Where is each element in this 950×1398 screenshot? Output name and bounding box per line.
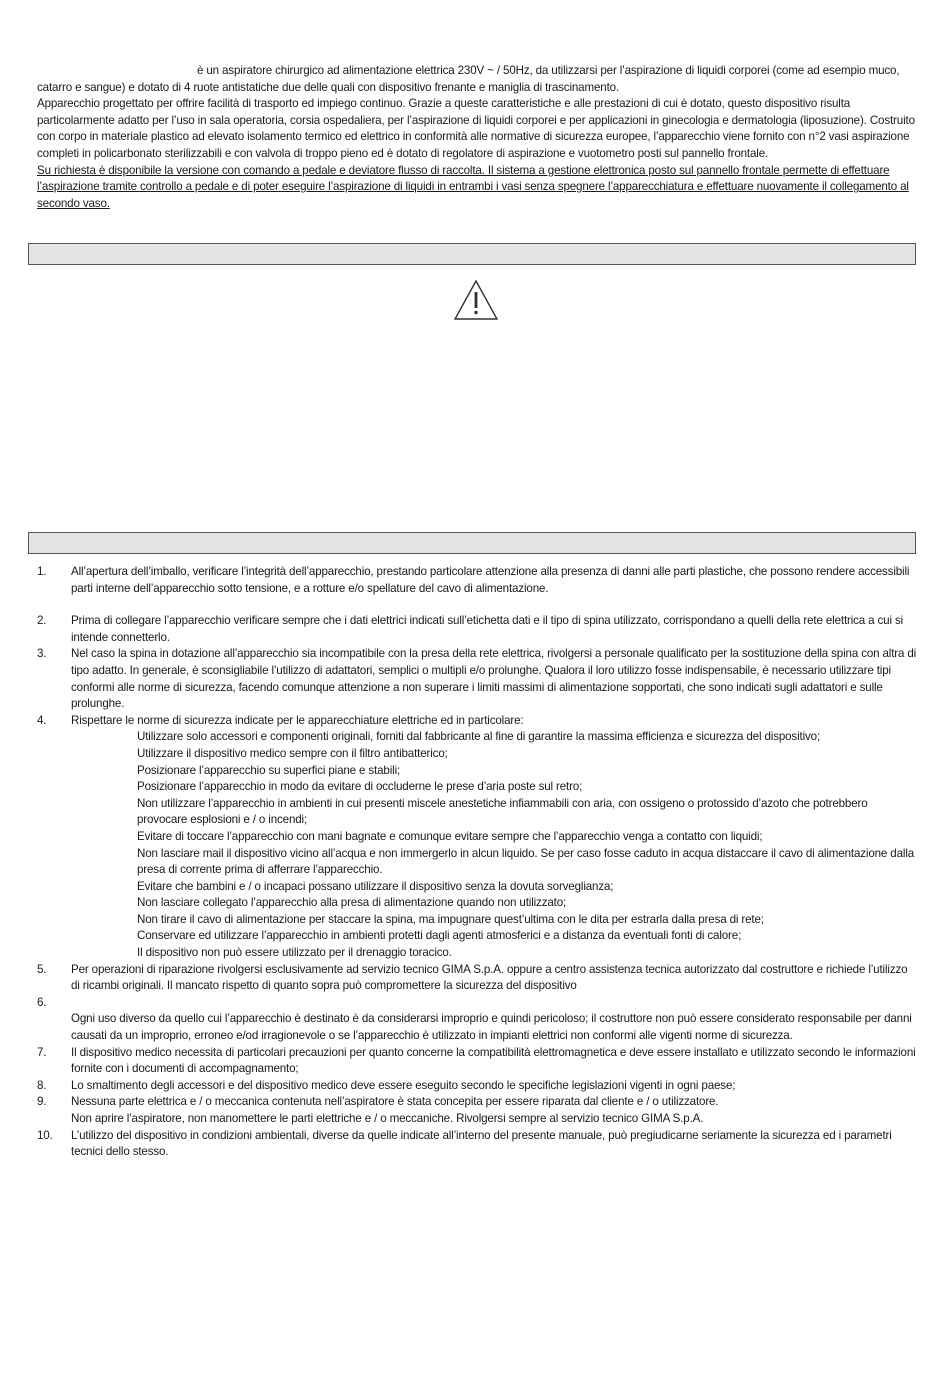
list-item [37, 962, 917, 995]
list-item [37, 1045, 917, 1078]
item-number: 3. [37, 647, 47, 661]
item-text: All’apertura dell’imballo, verificare l’integrità dell’apparecchio, prestando particolare attenzione alla presenza di danni alle parti plastiche, che possono rendere accessibili parti interne dell’apparecchio sotto tensione, e a rotture e/o spellature del cavo di alimentazione. [71, 565, 910, 595]
item-number: 4. [37, 713, 47, 727]
sub-item: Non lasciare collegato l’apparecchio alla presa di alimentazione quando non utilizzato; [137, 896, 567, 910]
item-text: Ogni uso diverso da quello cui l’apparecchio è destinato è da considerarsi improprio e quindi pericoloso; il costruttore non può essere considerato responsabile per danni causati da un improprio, erroneo e/od irragionevole o se l’apparecchio è utilizzato in impianti elettrici non conformi alle vigenti norme di sicurezza. [71, 1012, 912, 1043]
sub-item: Il dispositivo non può essere utilizzato per il drenaggio toracico. [137, 946, 452, 960]
item-text: Rispettare le norme di sicurezza indicate per le apparecchiature elettriche ed in particolare: [71, 713, 524, 727]
item-number: 1. [37, 565, 47, 578]
sub-item: Utilizzare solo accessori e componenti originali, forniti dal fabbricante al fine di garantire la massima efficienza e sicurezza del dispositivo; [137, 730, 821, 744]
item-text: Il dispositivo medico necessita di particolari precauzioni per quanto concerne la compatibilità elettromagnetica e deve essere installato e utilizzato secondo le informazioni fornite con i documenti di accompagnamento; [71, 1045, 916, 1076]
intro-paragraph-2: Apparecchio progettato per offrire facilità di trasporto ed impiego continuo. Grazie a queste caratteristiche e alle prestazioni di cui è dotato, questo dispositivo risulta particolarmente adatto per l’uso in sala operatoria, corsia ospedaliera, per l’aspirazione di liquidi corporei e per applicazioni in ginecologia e dermatologia (liposuzione). Costruito con corpo in materiale plastico ad elevato isolamento termico ed elettrico in conformità alle normative di sicurezza europee, l’apparecchio viene fornito con n°2 vasi aspirazione completi in policarbonato sterilizzabili e con valvola di troppo pieno ed è dotato di regolatore di aspirazione e vuotometro posti sul pannello frontale. [37, 97, 915, 160]
list-item [37, 1078, 917, 1095]
section-header-bar-1 [28, 243, 916, 265]
sub-item: Posizionare l’apparecchio in modo da evitare di occluderne le prese d’aria poste sul retro; [137, 780, 583, 794]
list-item [37, 713, 917, 962]
item-number: 5. [37, 962, 47, 976]
sub-item: Evitare che bambini e / o incapaci possano utilizzare il dispositivo senza la dovuta sorveglianza; [137, 879, 614, 893]
item-text: Nel caso la spina in dotazione all’apparecchio sia incompatibile con la presa della rete elettrica, rivolgersi a personale qualificato per la sostituzione della spina con altra di tipo adatto. In generale, è sconsigliabile l’utilizzo di adattatori, semplici o multipli e/o prolunghe. Qualora il loro utilizzo fosse indispensabile, è necessario utilizzare tipi conformi alle norme di sicurezza, facendo comunque attenzione a non superare i limiti massimi di alimentazione sopportati, che sono indicati sugli adattatori e sulle prolunghe. [71, 647, 917, 711]
item-text: Prima di collegare l’apparecchio verificare sempre che i dati elettrici indicati sull’etichetta dati e il tipo di spina utilizzato, corrispondano a quelli della rete elettrica a cui si intende connetterlo. [71, 614, 904, 644]
list-item [37, 613, 917, 646]
item-text-continued: Non aprire l’aspiratore, non manomettere le parti elettriche e / o meccaniche. Rivolgersi sempre al servizio tecnico GIMA S.p.A. [71, 1112, 704, 1125]
item-text: Lo smaltimento degli accessori e del dispositivo medico deve essere eseguito secondo le specifiche legislazioni vigenti in ogni paese; [71, 1078, 736, 1092]
item-text: L’utilizzo del dispositivo in condizioni ambientali, diverse da quelle indicate all’interno del presente manuale, può pregiudicarne seriamente la sicurezza ed i parametri tecnici dello stesso. [71, 1128, 892, 1159]
sub-item: Utilizzare il dispositivo medico sempre con il filtro antibatterico; [137, 746, 448, 760]
list-item [37, 564, 917, 597]
sub-item: Non utilizzare l’apparecchio in ambienti in cui presenti miscele anestetiche infiammabili con aria, con ossigeno o protossido d’azoto che potrebbero provocare esplosioni e / o incendi; [137, 796, 868, 827]
list-item [37, 995, 917, 1045]
sub-item: Posizionare l’apparecchio su superfici piane e stabili; [137, 763, 401, 777]
item-number: 10. [37, 1128, 53, 1142]
list-item [37, 1128, 917, 1161]
sub-item: Non lasciare mail il dispositivo vicino all’acqua e non immergerlo in alcun liquido. Se per caso fosse caduto in acqua distaccare il cavo di alimentazione dalla presa di corrente prima di afferrare l’apparecchio. [137, 846, 915, 877]
item-number: 7. [37, 1045, 47, 1059]
item-number: 2. [37, 614, 47, 628]
section-header-bar-2 [28, 532, 916, 554]
item-number: 9. [37, 1095, 47, 1109]
list-item [37, 646, 917, 712]
sub-item: Conservare ed utilizzare l’apparecchio in ambienti protetti dagli agenti atmosferici e a distanza da eventuali fonti di calore; [137, 929, 742, 943]
safety-list [37, 564, 917, 1161]
intro-section [37, 63, 917, 212]
warning-triangle-icon [453, 279, 499, 321]
item-number: 6. [37, 995, 47, 1009]
sub-item: Non tirare il cavo di alimentazione per staccare la spina, ma impugnare quest’ultima con le dita per estrarla dalla presa di rete; [137, 912, 764, 926]
item-text: Nessuna parte elettrica e / o meccanica contenuta nell’aspiratore è stata concepita per essere riparata dal cliente e / o utilizzatore. [71, 1095, 719, 1109]
sub-list [71, 729, 917, 961]
intro-paragraph-1: è un aspiratore chirurgico ad alimentazione elettrica 230V ~ / 50Hz, da utilizzarsi per l’aspirazione di liquidi corporei (come ad esempio muco, catarro e sangue) e dotato di 4 ruote antistatiche due delle quali con dispositivo frenante e maniglia di trascinamento. [37, 64, 900, 94]
intro-paragraph-3: Su richiesta è disponibile la versione con comando a pedale e deviatore flusso di raccolta. Il sistema a gestione elettronica posto sul pannello frontale permette di effettuare l’aspirazione tramite controllo a pedale e di poter eseguire l’aspirazione di liquidi in entrambi i vasi senza spegnere l’apparecchiatura e effettuare nuovamente il collegamento al secondo vaso. [37, 163, 909, 210]
item-number: 8. [37, 1078, 47, 1092]
sub-item: Evitare di toccare l’apparecchio con mani bagnate e comunque evitare sempre che l’apparecchio venga a contatto con liquidi; [137, 829, 763, 843]
list-item [37, 1094, 917, 1127]
item-text: Per operazioni di riparazione rivolgersi esclusivamente ad servizio tecnico GIMA S.p.A. oppure a centro assistenza tecnica autorizzato dal costruttore e richiede l’utilizzo di ricambi originali. Il mancato rispetto di quanto sopra può compromettere la sicurezza del dispositivo [71, 962, 908, 993]
